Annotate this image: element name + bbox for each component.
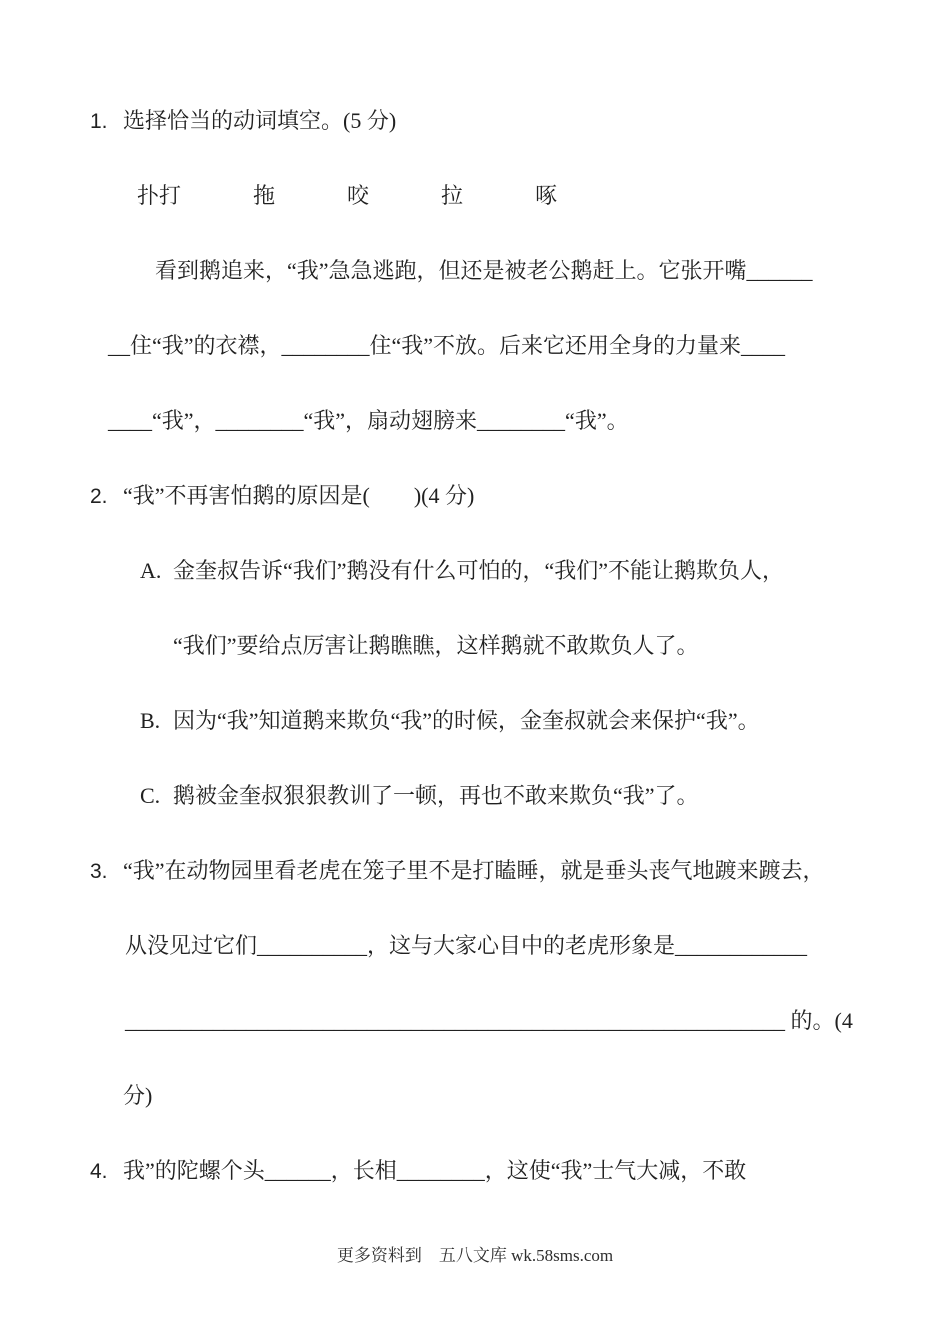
q1-word-bank <box>137 181 557 212</box>
q2-option-b-text: 因为“我”知道鹅来欺负“我”的时候，金奎叔就会来保护“我”。 <box>173 708 760 733</box>
q2-option-c-label: C. <box>140 783 161 808</box>
word-bank-item: 啄 <box>535 184 558 209</box>
q3-number: 3. <box>90 860 108 883</box>
q2-option-a-text: 金奎叔告诉“我们”鹅没有什么可怕的，“我们”不能让鹅欺负人， <box>173 558 785 583</box>
q3-line-1: “我”在动物园里看老虎在笼子里不是打瞌睡，就是垂头丧气地踱来踱去， <box>123 858 825 883</box>
word-bank-item: 拉 <box>441 184 464 209</box>
q2-heading <box>90 481 474 512</box>
word-bank-item: 拖 <box>253 184 276 209</box>
q2-option-c-line <box>140 781 699 811</box>
q2-prompt: “我”不再害怕鹅的原因是( )(4 分) <box>123 483 475 508</box>
q3-line-2: 从没见过它们__________，这与大家心目中的老虎形象是____________ <box>125 933 808 958</box>
q1-passage-line-2: __住“我”的衣襟，________住“我”不放。后来它还用全身的力量来____ <box>108 333 786 358</box>
q4-number: 4. <box>90 1160 108 1183</box>
q2-option-c-text: 鹅被金奎叔狠狠教训了一顿，再也不敢来欺负“我”了。 <box>173 783 699 808</box>
q3-line-4: 分) <box>123 1083 153 1108</box>
q1-heading <box>90 106 396 137</box>
q2-option-a-line-2: “我们”要给点厉害让鹅瞧瞧，这样鹅就不敢欺负人了。 <box>173 633 699 658</box>
word-bank-item: 扑打 <box>137 184 182 209</box>
q4-line-1: 我”的陀螺个头______，长相________，这使“我”士气大减，不敢 <box>123 1158 747 1183</box>
q1-number: 1. <box>90 110 108 133</box>
q1-passage-line-1: 看到鹅追来，“我”急急逃跑，但还是被老公鹅赶上。它张开嘴______ <box>155 258 813 283</box>
q2-option-a-line-1 <box>140 556 784 586</box>
word-bank-item: 咬 <box>347 184 370 209</box>
q2-number: 2. <box>90 485 108 508</box>
footer-watermark: 更多资料到 五八文库 wk.58sms.com <box>336 1246 614 1265</box>
q3-heading <box>90 856 825 887</box>
q2-option-b-label: B. <box>140 708 161 733</box>
q4-heading <box>90 1156 746 1187</box>
q1-passage-line-3: ____“我”，________“我”，扇动翅膀来________“我”。 <box>108 408 629 433</box>
q2-option-a-label: A. <box>140 558 162 583</box>
q1-prompt: 选择恰当的动词填空。(5 分) <box>123 108 397 133</box>
q3-line-3: ____________________________________________________________ 的。(4 <box>125 1008 853 1033</box>
q2-option-b-line <box>140 706 760 736</box>
